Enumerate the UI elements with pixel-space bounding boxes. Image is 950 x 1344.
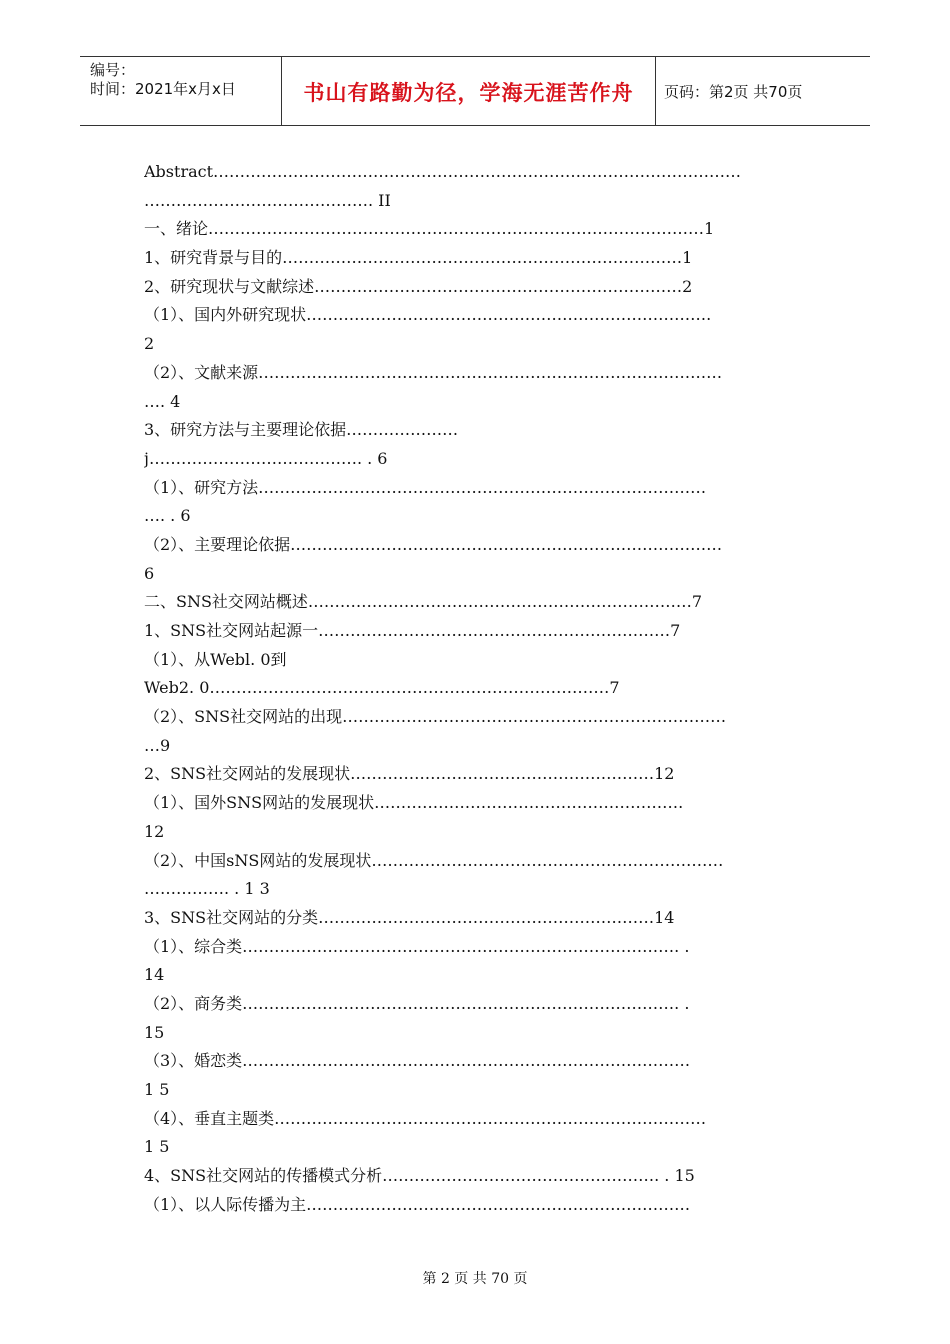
toc-line: 2 [144,334,155,354]
header-meta [90,61,280,99]
toc-line: （2）、主要理论依据……………………………………………………………………… [144,534,723,554]
toc-line: j…………………………………. . 6 [144,448,388,468]
table-of-contents [144,158,824,1219]
toc-line: （1）、从Webl. 0到 [144,649,287,669]
toc-line: 6 [144,563,155,583]
toc-line: 12 [144,821,165,841]
document-number-label: 编号： [90,61,136,79]
toc-line: Web2. 0…………………………………………………………………7 [144,678,620,698]
toc-line: （2）、SNS社交网站的出现……………………………………………………………… [144,707,727,727]
toc-line: 4、SNS社交网站的传播模式分析……………………………………………. . 15 [144,1166,695,1186]
toc-line: 1、SNS社交网站起源一…………………………………………………………7 [144,621,681,640]
toc-line: ……………………………………. II [144,190,391,210]
document-header [80,56,870,126]
header-motto: 书山有路勤为径，学海无涯苦作舟 [303,81,634,105]
toc-line: 14 [144,965,165,985]
page-footer: 第 2 页 共 70 页 [422,1271,528,1287]
toc-line: Abstract……………………………………………………………………………………… [144,162,742,181]
toc-line: ……………. . 1 3 [144,879,270,899]
toc-line: （2）、中国sNS网站的发展现状………………………………………………………… [144,850,724,870]
header-divider-right [655,57,656,125]
toc-line: 3、SNS社交网站的分类………………………………………………………14 [144,907,675,927]
toc-line: （1）、综合类………………………………………………………………………. . [144,936,690,956]
toc-line: 1 5 [144,1080,170,1099]
toc-line: （1）、以人际传播为主……………………………………………………………… [144,1194,691,1214]
toc-line: 一、绪论…………………………………………………………………………………1 [144,219,715,239]
header-page-info: 页码：第2页 共70页 [664,83,803,101]
toc-line: （4）、垂直主题类……………………………………………………………………… [144,1108,707,1128]
document-time-label: 时间：2021年x月x日 [90,80,236,98]
toc-line: （3）、婚恋类………………………………………………………………………… [144,1051,691,1071]
toc-line: 1 5 [144,1137,170,1157]
toc-line: （1）、研究方法………………………………………………………………………… [144,477,707,497]
toc-line: 2、研究现状与文献综述……………………………………………………………2 [144,276,693,296]
toc-line: 1、研究背景与目的…………………………………………………………………1 [144,248,693,268]
toc-line: …. 4 [144,391,181,411]
toc-line: （2）、文献来源…………………………………………………………………………… [144,362,723,382]
toc-line: （1）、国内外研究现状…………………………………………………………………. [144,305,712,325]
toc-line: （1）、国外SNS网站的发展现状…………………………………………………. [144,793,684,813]
toc-line: 3、研究方法与主要理论依据………………… [144,420,459,440]
toc-line: 15 [144,1022,165,1042]
toc-line: …. . 6 [144,506,191,526]
toc-line: （2）、商务类………………………………………………………………………. . [144,993,690,1013]
toc-line: 二、SNS社交网站概述………………………………………………………………7 [144,592,703,612]
toc-line: …9 [144,735,171,755]
toc-line: 2、SNS社交网站的发展现状…………………………………………………12 [144,764,675,784]
